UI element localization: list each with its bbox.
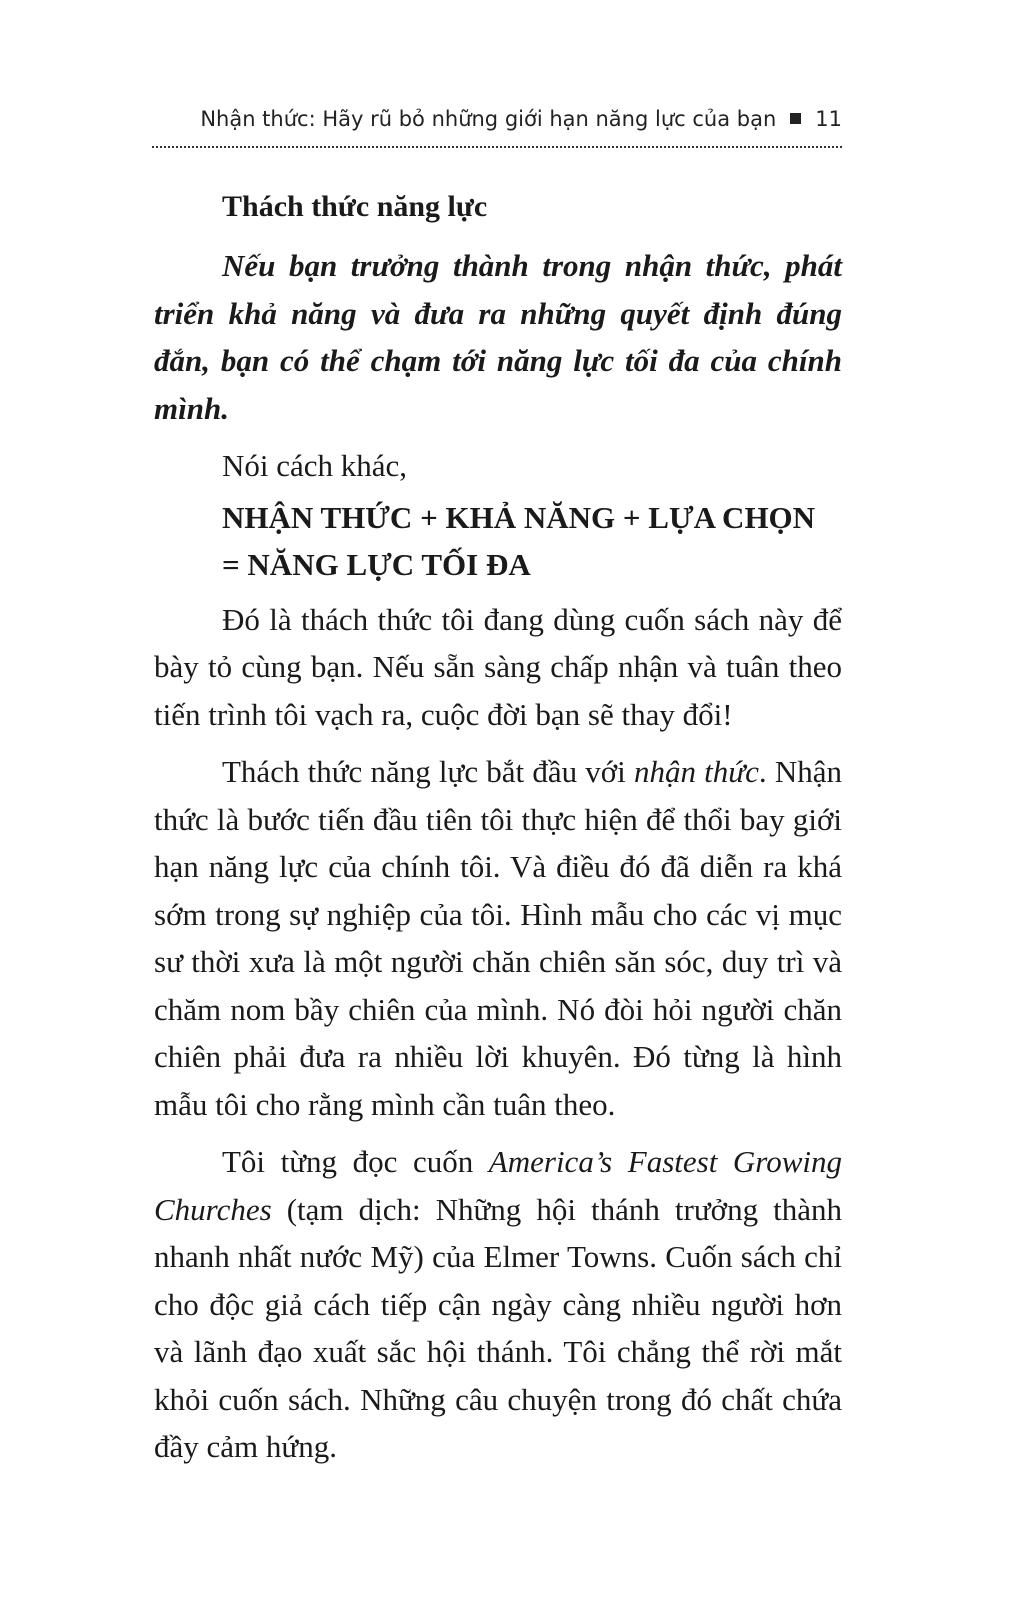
paragraph-3-start: Tôi từng đọc cuốn: [222, 1144, 489, 1179]
page-body: [154, 180, 842, 1471]
paragraph-3-rest: (tạm dịch: Những hội thánh trưởng thành nhanh nhất nước Mỹ) của Elmer Towns. Cuốn sách chỉ cho độc giả cách tiếp cận ngày càng nhiều người hơn và lãnh đạo xuất sắc hội thánh. Tôi chẳng thể rời mắt khỏi cuốn sách. Những câu chuyện trong đó chất chứa đầy cảm hứng.: [154, 1191, 842, 1464]
paragraph-2-emphasis: nhận thức: [633, 754, 759, 789]
section-title: Thách thức năng lực: [222, 190, 488, 223]
equation-line-1: NHẬN THỨC + KHẢ NĂNG + LỰA CHỌN: [222, 499, 816, 535]
page-number: 11: [815, 107, 842, 131]
capacity-equation: [154, 494, 842, 588]
running-header: [150, 104, 842, 134]
challenge-statement: Nếu bạn trưởng thành trong nhận thức, phát triển khả năng và đưa ra những quyết định đúng đắn, bạn có thể chạm tới năng lực tối đa của chính mình.: [154, 248, 842, 426]
paragraph-2-rest: . Nhận thức là bước tiến đầu tiên tôi thực hiện để thổi bay giới hạn năng lực của chính tôi. Và điều đó đã diễn ra khá sớm trong sự nghiệp của tôi. Hình mẫu cho các vị mục sư thời xưa là một người chăn chiên săn sóc, duy trì và chăm nom bầy chiên của mình. Nó đòi hỏi người chăn chiên phải đưa ra nhiều lời khuyên. Đó từng là hình mẫu tôi cho rằng mình cần tuân theo.: [154, 754, 842, 1122]
paragraph-2: [154, 748, 842, 1128]
header-dotted-rule: [152, 146, 842, 148]
equation-line-2: = NĂNG LỰC TỐI ĐA: [222, 546, 531, 582]
separator-square-icon: [790, 113, 801, 124]
paragraph-3: [154, 1138, 842, 1471]
book-title: America’s Fastest Growing Churches: [154, 1144, 842, 1227]
paragraph-2-start: Thách thức năng lực bắt đầu với: [222, 754, 634, 789]
lead-in-text: Nói cách khác,: [222, 448, 408, 483]
chapter-title: Nhận thức: Hãy rũ bỏ những giới hạn năng lực của bạn: [200, 107, 777, 131]
paragraph-1: Đó là thách thức tôi đang dùng cuốn sách này để bày tỏ cùng bạn. Nếu sẵn sàng chấp nhận và tuân theo tiến trình tôi vạch ra, cuộc đời bạn sẽ thay đổi!: [154, 601, 842, 732]
